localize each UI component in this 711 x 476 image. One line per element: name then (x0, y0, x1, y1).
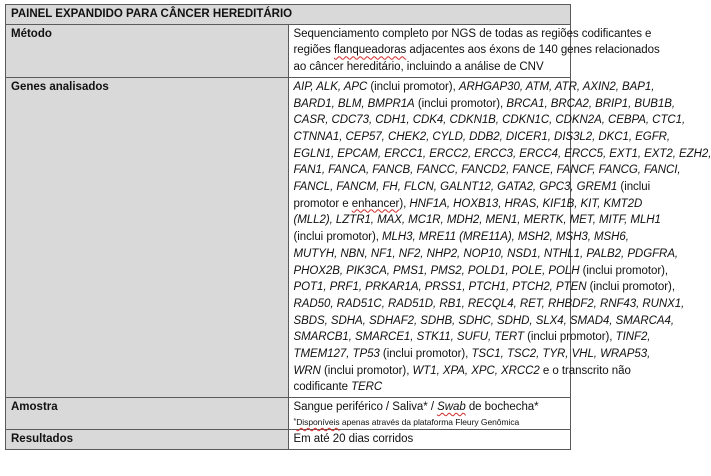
gene-note: (inclui promotor), (379, 348, 472, 361)
gene-note: (inclui promotor), (320, 364, 413, 377)
gene-names: CASR, CDC73, CDH1, CDK4, CDKN1B, CDKN1C, CDKN2A, CEBPA, CTC1, (293, 114, 686, 127)
footnote-mark: * (293, 417, 297, 425)
amostra-footnote (294, 416, 567, 428)
gene-note: codificante (293, 381, 352, 394)
gene-names: TSC1, TSC2, TYR, VHL, WRAP53, (471, 348, 651, 361)
gene-names: EGLN1, EPCAM, ERCC1, ERCC2, ERCC3, ERCC4, ERCC5, EXT1, EXT2, EZH2, (293, 147, 711, 160)
gene-names: WRN (293, 364, 321, 377)
footnote-text: Disponíveis apenas através da plataforma Fleury Genômica (296, 416, 520, 427)
gene-names: CTNNA1, CEP57, CHEK2, CYLD, DDB2, DICER1, DIS3L2, DKC1, EGFR, (293, 130, 671, 143)
genes-line (293, 263, 669, 280)
gene-names: WT1, XPA, XPC, XRCC2 (412, 364, 540, 377)
genes-line (293, 162, 681, 179)
amostra-part-1: Sangue periférico / Saliva* / (293, 401, 438, 414)
genes-line (293, 313, 674, 330)
gene-names: SMARCB1, SMARCE1, STK11, SUFU, TERT (293, 331, 524, 344)
gene-names: POT1, PRF1, PRKAR1A, PRSS1, PTCH1, PTCH2, PTEN (293, 281, 587, 294)
gene-names: TMEM127, TP53 (293, 348, 380, 361)
gene-note: ), (399, 197, 410, 210)
genes-line (293, 246, 679, 263)
metodo-line-2-text: regiões flanqueadoras adjacentes aos éxons de 140 genes relacionados (293, 44, 660, 57)
amostra-part-3: de bochecha* (465, 401, 539, 414)
resultados-row (6, 429, 571, 449)
metodo-line-2 (293, 42, 660, 59)
metodo-line-3: ao câncer hereditário, incluindo a análise de CNV (293, 61, 544, 74)
metodo-row (6, 24, 571, 77)
amostra-row (6, 398, 571, 430)
spellcheck-word: flanqueadoras (334, 44, 407, 57)
gene-names: MUTYH, NBN, NF1, NF2, NHP2, NOP10, NSD1, NTHL1, PALB2, PDGFRA, (293, 247, 679, 260)
genes-line (293, 196, 643, 213)
metodo-line-1: Sequenciamento completo por NGS de todas as regiões codificantes e (293, 27, 652, 40)
table-title: PAINEL EXPANDIDO PARA CÂNCER HEREDITÁRIO (6, 5, 571, 25)
gene-note: (inclui promotor), (367, 80, 459, 93)
amostra-sample-types (294, 399, 567, 416)
genes-line (293, 112, 686, 129)
gene-names: (MLL2), LZTR1, MAX, MC1R, MDH2, MEN1, MERTK, MET, MITF, MLH1 (293, 214, 661, 227)
gene-note: (inclui promotor), (293, 231, 383, 244)
genes-line (293, 179, 651, 196)
gene-names: TERC (351, 381, 383, 394)
genes-line (293, 229, 629, 246)
genes-line (293, 329, 651, 346)
amostra-part-swab: Swab (437, 401, 466, 414)
gene-names: MLH3, MRE11 (MRE11A), MSH2, MSH3, MSH6, (382, 231, 629, 244)
metodo-label: Método (6, 24, 289, 77)
amostra-value (288, 398, 571, 430)
gene-names: HNF1A, HOXB13, HRAS, KIF1B, KIT, KMT2D (409, 197, 643, 210)
metodo-value (288, 24, 660, 77)
genes-line (293, 363, 631, 380)
gene-names: TINF2, (615, 331, 651, 344)
genes-line (294, 379, 567, 396)
gene-note: (inclui promotor), (586, 281, 675, 294)
gene-note: e o transcrito não (539, 364, 631, 377)
genes-list (288, 77, 711, 397)
genes-line (293, 146, 711, 163)
resultados-value: Em até 20 dias corridos (288, 429, 571, 449)
gene-note: promotor e (293, 197, 352, 210)
genes-label: Genes analisados (6, 77, 289, 397)
genes-line (293, 346, 651, 363)
gene-names: FANCL, FANCM, FH, FLCN, GALNT12, GATA2, GPC3, GREM1 (293, 181, 618, 194)
gene-names: FAN1, FANCA, FANCB, FANCC, FANCD2, FANCE, FANCF, FANCG, FANCI, (293, 164, 681, 177)
genes-line (293, 79, 655, 96)
genes-line (293, 279, 675, 296)
gene-names: PHOX2B, PIK3CA, PMS1, PMS2, POLD1, POLE, POLH (293, 264, 580, 277)
resultados-label: Resultados (6, 429, 289, 449)
gene-note: (inclui promotor), (579, 264, 669, 277)
genes-line (293, 96, 676, 113)
gene-names: AIP, ALK, APC (293, 80, 368, 93)
gene-names: SBDS, SDHA, SDHAF2, SDHB, SDHC, SDHD, SLX4, SMAD4, SMARCA4, (293, 314, 674, 327)
genes-line (293, 296, 685, 313)
gene-names: BARD1, BLM, BMPR1A (293, 97, 415, 110)
hereditary-cancer-panel-table (5, 4, 711, 450)
amostra-label: Amostra (6, 398, 289, 430)
spellcheck-word: enhancer (351, 197, 400, 210)
title-row (6, 5, 571, 25)
gene-names: ARHGAP30, ATM, ATR, AXIN2, BAP1, (458, 80, 655, 93)
genes-line (293, 129, 671, 146)
gene-names: BRCA1, BRCA2, BRIP1, BUB1B, (506, 97, 676, 110)
gene-note: (inclui promotor), (523, 331, 616, 344)
gene-names: RAD50, RAD51C, RAD51D, RB1, RECQL4, RET, RHBDF2, RNF43, RUNX1, (293, 297, 685, 310)
gene-note: (inclui (617, 181, 651, 194)
genes-line (293, 212, 661, 229)
gene-note: (inclui promotor), (414, 97, 507, 110)
genes-row (6, 77, 571, 397)
spellcheck-word: Disponíveis (296, 416, 340, 427)
